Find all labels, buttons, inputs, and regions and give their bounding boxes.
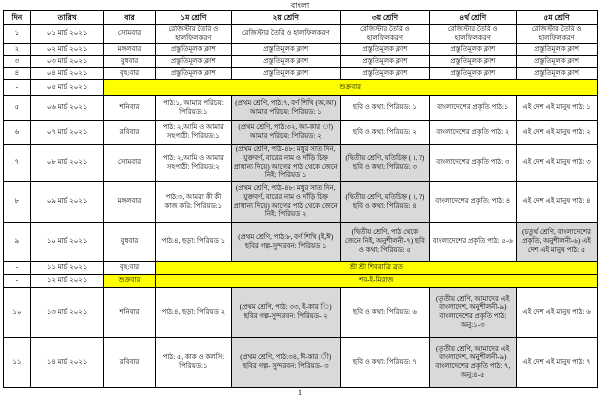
table-row xyxy=(3,67,597,79)
cell-class-5: এই দেশ এই মানুষ পাঠ: ১ xyxy=(516,95,597,120)
cell-class-5: (চতুর্থ শ্রেণি, বাংলাদেশের প্রকৃতি, অনুশীলনী-৬) এই দেশ এই মানুষ পাঠ: ৫ xyxy=(516,222,597,261)
column-header-6: ৪র্থ শ্রেণি xyxy=(429,11,516,25)
cell-class-2: প্রস্তুতিমূলক ক্লাশ xyxy=(231,67,340,79)
cell-class-1: পাঠ:৪, ছড়া: পিরিয়ড ১ xyxy=(156,222,231,261)
cell-class-4: প্রস্তুতিমূলক ক্লাশ xyxy=(429,43,516,55)
cell-class-1: পাঠ:৩, আমরা কী কী কাজ করি: পিরিয়ড:১ xyxy=(156,181,231,222)
cell-date: ০৫ মার্চ ২০২১ xyxy=(31,79,103,95)
cell-class-4: বাংলাদেশের প্রকৃতি পাঠ: ২ xyxy=(429,120,516,144)
table-row xyxy=(3,181,597,222)
cell-date: ০৭ মার্চ ২০২১ xyxy=(31,120,103,144)
cell-class-4: প্রস্তুতিমূলক ক্লাশ xyxy=(429,67,516,79)
cell-class-4: রেজিস্টার তৈরি ও হালফিলকরণ xyxy=(429,25,516,44)
page-title: বাংলা xyxy=(290,1,310,10)
cell-day-number: - xyxy=(3,274,31,287)
cell-weekday: সোমবার xyxy=(103,25,155,44)
cell-class-4: (তৃতীয় শ্রেণি, আমাদের এই বাংলাদেশ, অনুশীলনী-৯) বাংলাদেশের প্রকৃতি পাঠ: অনু:১-৩ xyxy=(429,287,516,337)
cell-class-1: পাঠ:৪, ছড়া: পিরিয়ড ২ xyxy=(156,287,231,337)
cell-date: ০২ মার্চ ২০২১ xyxy=(31,43,103,55)
cell-class-2: প্রস্তুতিমূলক ক্লাশ xyxy=(231,55,340,67)
cell-class-5: এই দেশ এই মানুষ পাঠ: ২ xyxy=(516,120,597,144)
cell-class-3: (দ্বিতীয় শ্রেণি, যতিচিহ্ন ( ।, ?) ছবি ও কথা: পিরিয়ড: ৩ xyxy=(340,144,429,181)
cell-day-number: ৮ xyxy=(3,181,31,222)
cell-class-3: প্রস্তুতিমূলক ক্লাশ xyxy=(340,67,429,79)
cell-weekday: বুধবার xyxy=(103,55,155,67)
cell-class-3: ছবি ও কথা: পিরিয়ড: ১ xyxy=(340,95,429,120)
cell-day-number: ১ xyxy=(3,25,31,44)
cell-weekday: বৃহ:বার xyxy=(103,261,155,274)
cell-day-number: ১০ xyxy=(3,287,31,337)
cell-date: ১২ মার্চ ২০২১ xyxy=(31,274,103,287)
cell-class-1: পাঠ: ৫, কাক ও কলসি: পিরিয়ড:১ xyxy=(156,337,231,387)
cell-class-5: প্রস্তুতিমূলক ক্লাশ xyxy=(516,43,597,55)
cell-weekday: শনিবার xyxy=(103,287,155,337)
cell-class-1: প্রস্তুতিমূলক ক্লাশ xyxy=(156,67,231,79)
cell-class-4: বাংলাদেশের প্রকৃতি পাঠ:১ xyxy=(429,95,516,120)
table-row xyxy=(3,274,597,287)
table-row xyxy=(3,337,597,387)
column-header-7: ৫ম শ্রেণি xyxy=(516,11,597,25)
cell-holiday-label: শ্রী শ্রী শিবরাত্রি ব্রত xyxy=(156,261,597,274)
cell-weekday: সোমবার xyxy=(103,144,155,181)
table-row xyxy=(3,120,597,144)
cell-class-5: প্রস্তুতিমূলক ক্লাশ xyxy=(516,67,597,79)
cell-day-number: - xyxy=(3,261,31,274)
table-row xyxy=(3,95,597,120)
cell-class-4: বাংলাদেশের প্রকৃতি পাঠ: ৫-৬ xyxy=(429,222,516,261)
cell-date: ০৯ মার্চ ২০২১ xyxy=(31,181,103,222)
cell-weekday: বৃহ:বার xyxy=(103,67,155,79)
table-row xyxy=(3,222,597,261)
table-row xyxy=(3,55,597,67)
page-number: 1 xyxy=(298,388,302,397)
cell-weekday: রবিবার xyxy=(103,337,155,387)
cell-day-number: ২ xyxy=(3,43,31,55)
cell-class-3: ছবি ও কথা: পিরিয়ড: ৭ xyxy=(340,337,429,387)
cell-weekday: মঙ্গলবার xyxy=(103,181,155,222)
cell-day-number: - xyxy=(3,79,31,95)
cell-class-2: (প্রথম শ্রেণি, পাঠ: ৩৩, ই-কার ি) ছবির গল্প-সুন্দরবন: পিরিয়ড- ২ xyxy=(231,287,340,337)
cell-class-5: এই দেশ এই মানুষ পাঠ: ৪ xyxy=(516,181,597,222)
cell-class-5: প্রস্তুতিমূলক ক্লাশ xyxy=(516,55,597,67)
table-row xyxy=(3,144,597,181)
cell-weekday: বুধবার xyxy=(103,222,155,261)
cell-class-2: (প্রথম শ্রেণি, পাঠ-৪৮: মধুর সাত দিন, যুক্তবর্ণ, বারের নাম ও দাঁড়ি চিহ্ন প্রাধান্য দিয়ে) আগের পাঠ থেকে জেনে নিই: পিরিয়ড ২ xyxy=(231,181,340,222)
cell-class-4: বাংলাদেশের প্রকৃতি পাঠ: ৩ xyxy=(429,144,516,181)
cell-day-number: ১১ xyxy=(3,337,31,387)
cell-weekday: রবিবার xyxy=(103,120,155,144)
cell-date: ১৪ মার্চ ২০২১ xyxy=(31,337,103,387)
cell-class-5: এই দেশ এই মানুষ পাঠ: ৩ xyxy=(516,144,597,181)
table-row xyxy=(3,79,597,95)
cell-day-number: ৩ xyxy=(3,55,31,67)
cell-holiday-label: শুক্রবার xyxy=(103,79,597,95)
cell-class-3: প্রস্তুতিমূলক ক্লাশ xyxy=(340,43,429,55)
cell-class-4: প্রস্তুতিমূলক ক্লাশ xyxy=(429,55,516,67)
cell-class-3: (দ্বিতীয় শ্রেণি, যতিচিহ্ন ( ।, ?) ছবি ও কথা: পিরিয়ড: ৪ xyxy=(340,181,429,222)
cell-weekday: মঙ্গলবার xyxy=(103,43,155,55)
cell-class-1: পাঠ: ২,আমি ও আমার সহপাঠী: পিরিয়ড:১ xyxy=(156,120,231,144)
table-row xyxy=(3,287,597,337)
cell-date: ১০ মার্চ ২০২১ xyxy=(31,222,103,261)
cell-class-3: প্রস্তুতিমূলক ক্লাশ xyxy=(340,55,429,67)
cell-day-number: ৭ xyxy=(3,144,31,181)
cell-holiday-label: শব-ই-মিরাজ xyxy=(156,274,597,287)
cell-class-2: (প্রথম শ্রেণি, পাঠ:৮, বর্ণ শিখি (ই,ঈ) ছবির গল্প-সুন্দরবন: পিরিয়ড ১ xyxy=(231,222,340,261)
cell-class-1: প্রস্তুতিমূলক ক্লাশ xyxy=(156,43,231,55)
cell-class-2: রেজিস্টার তৈরি ও হালফিলকরণ xyxy=(231,25,340,44)
cell-class-2: (প্রথম শ্রেণি, পাঠ:৩৪, ঈ-কার ী) ছবির গল্প- সুন্দরবন: পিরিয়ড- ৩ xyxy=(231,337,340,387)
cell-class-3: ছবি ও কথা: পিরিয়ড: ২ xyxy=(340,120,429,144)
cell-weekday: শনিবার xyxy=(103,95,155,120)
cell-class-4: বাংলাদেশের প্রকৃতি: পাঠ: ৪ xyxy=(429,181,516,222)
table-header-row xyxy=(3,11,597,25)
cell-date: ০৪ মার্চ ২০২১ xyxy=(31,67,103,79)
cell-class-2: (প্রথম শ্রেণি, পাঠ-৪৮: মধুর সাত দিন, যুক্তবর্ণ, বারের নাম ও দাঁড়ি চিহ্ন প্রাধান্য দিয়ে) আগের পাঠ থেকে জেনে নিই: পিরিয়ড ১ xyxy=(231,144,340,181)
cell-class-1: পাঠ: ২,আমি ও আমার সহপাঠী: পিরিয়ড:২ xyxy=(156,144,231,181)
cell-class-3: রেজিস্টার তৈরি ও হালফিলকরণ xyxy=(340,25,429,44)
cell-date: ০৬ মার্চ ২০২১ xyxy=(31,95,103,120)
cell-day-number: ৪ xyxy=(3,67,31,79)
cell-class-1: পাঠ:১, আমার পরিচয়: পিরিয়ড:১ xyxy=(156,95,231,120)
cell-class-5: এই দেশ এই মানুষ পাঠ: ৬ xyxy=(516,287,597,337)
cell-class-3: ছবি ও কথা: পিরিয়ড: ৬ xyxy=(340,287,429,337)
cell-class-5: রেজিস্টার তৈরি ও হালফিলকরণ xyxy=(516,25,597,44)
column-header-5: ৩য় শ্রেণি xyxy=(340,11,429,25)
cell-class-2: (প্রথম শ্রেণি, পাঠ:৭, বর্ণ শিখি (অ,আ) আমার পরিচয়: পিরিয়ড: ১ xyxy=(231,95,340,120)
column-header-0: দিন xyxy=(3,11,31,25)
table-row xyxy=(3,261,597,274)
column-header-2: বার xyxy=(103,11,155,25)
cell-date: ০৩ মার্চ ২০২১ xyxy=(31,55,103,67)
cell-weekday: শুক্রবার xyxy=(103,274,155,287)
cell-class-5: এই দেশ এই মানুষ পাঠ: ৭ xyxy=(516,337,597,387)
cell-class-1: রেজিস্টার তৈরি ও হালফিলকরণ xyxy=(156,25,231,44)
cell-class-1: প্রস্তুতিমূলক ক্লাশ xyxy=(156,55,231,67)
table-body xyxy=(3,25,597,388)
cell-date: ০১ মার্চ ২০২১ xyxy=(31,25,103,44)
column-header-3: ১ম শ্রেণি xyxy=(156,11,231,25)
cell-day-number: ৫ xyxy=(3,95,31,120)
cell-class-4: (তৃতীয় শ্রেণি, আমাদের এই বাংলাদেশ, অনুশীলনী-৯) বাংলাদেশের প্রকৃতি পাঠ: ৭, অনু:৪-৫ xyxy=(429,337,516,387)
cell-class-3: (দ্বিতীয় শ্রেণি, পাঠ থেকে জেনে নিই, অনুশীলনী-৭) ছবি ও কথা: পিরিয়ড: ৫ xyxy=(340,222,429,261)
cell-date: ০৮ মার্চ ২০২১ xyxy=(31,144,103,181)
column-header-4: ২য় শ্রেণি xyxy=(231,11,340,25)
cell-class-2: প্রস্তুতিমূলক ক্লাশ xyxy=(231,43,340,55)
table-row xyxy=(3,43,597,55)
cell-date: ১৩ মার্চ ২০২১ xyxy=(31,287,103,337)
schedule-table xyxy=(3,10,598,388)
cell-day-number: ৬ xyxy=(3,120,31,144)
table-row xyxy=(3,25,597,44)
cell-day-number: ৯ xyxy=(3,222,31,261)
column-header-1: তারিখ xyxy=(31,11,103,25)
cell-date: ১১ মার্চ ২০২১ xyxy=(31,261,103,274)
cell-class-2: (প্রথম শ্রেণি, পাঠ:৩২, আ-কার া) আমার পরিচয়: পিরিয়ড: ২ xyxy=(231,120,340,144)
